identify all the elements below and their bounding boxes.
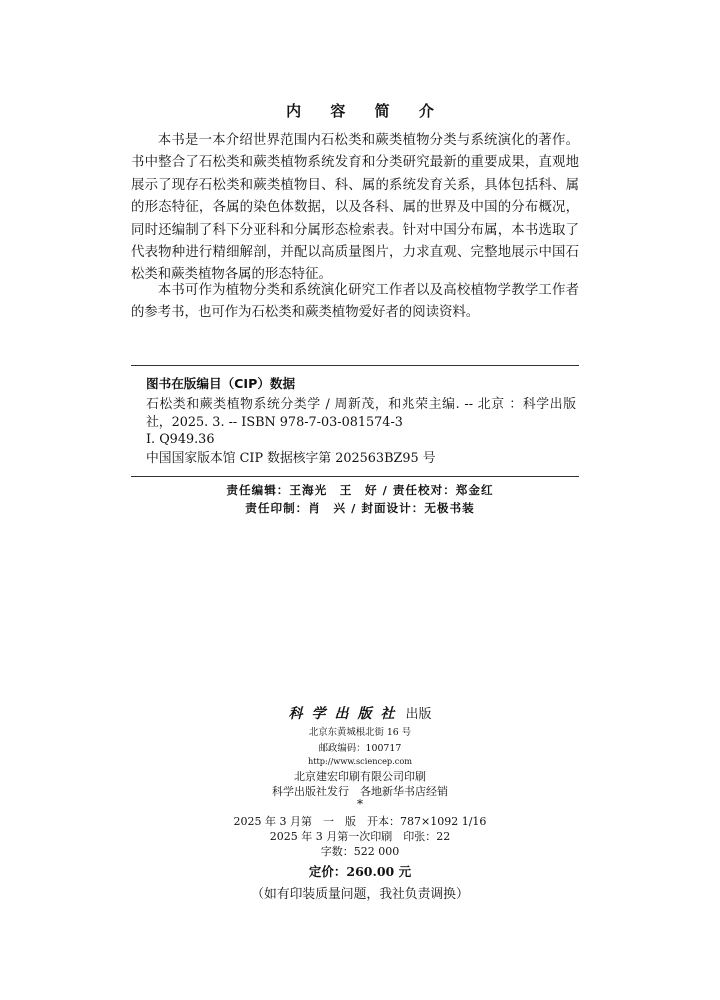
publisher-address: 北京东黄城根北街 16 号 (308, 727, 412, 738)
cip-top-rule (131, 365, 579, 366)
cip-classification: Ⅰ. Q949.36 (146, 432, 215, 447)
word-count: 字数：522 000 (320, 845, 400, 858)
editor-credits: 责任编辑：王海光 王 好 / 责任校对：郑金红 (226, 483, 494, 497)
postal-code: 邮政编码：100717 (318, 743, 402, 754)
distributor-line: 科学出版社发行 各地新华书店经销 (272, 785, 448, 798)
publisher-website: http://www.sciencep.com (307, 756, 413, 766)
cip-bottom-rule (131, 476, 579, 477)
intro-paragraph-2: 本书可作为植物分类和系统演化研究工作者以及高校植物学教学工作者的参考书，也可作为石松类和蕨类植物爱好者的阅读资料。 (131, 283, 579, 321)
quality-note: （如有印装质量问题，我社负责调换） (251, 887, 469, 902)
production-credits: 责任印制：肖 兴 / 封面设计：无极书装 (245, 501, 475, 515)
intro-title: 内 容 简 介 (286, 102, 446, 120)
cip-heading: 图书在版编目（CIP）数据 (146, 376, 296, 391)
publisher-line (0, 703, 720, 723)
cip-record: 石松类和蕨类植物系统分类学 / 周新茂，和兆荣主编. -- 北京 ：科学出版社，2025. 3. -- ISBN 978-7-03-081574-3 (146, 397, 576, 430)
publisher-suffix: 出版 (405, 707, 432, 722)
separator-star: * (357, 797, 363, 811)
printer-line: 北京建宏印刷有限公司印刷 (294, 770, 426, 783)
intro-paragraph-1: 本书是一本介绍世界范围内石松类和蕨类植物分类与系统演化的著作。书中整合了石松类和蕨类植物系统发育和分类研究最新的重要成果，直观地展示了现存石松类和蕨类植物目、科、属的系统发育关系，具体包括科、属的形态特征，各属的染色体数据，以及各科、属的世界及中国的分布概况，同时还编制了科下分亚科和分属形态检索表。针对中国分布属，本书选取了代表物种进行精细解剖，并配以高质量图片，力求直观、完整地展示中国石松类和蕨类植物各属的形态特征。 (131, 133, 579, 283)
edition-line-1: 2025 年 3 月第 一 版 开本：787×1092 1/16 (233, 815, 487, 828)
edition-line-2: 2025 年 3 月第一次印刷 印张：22 (269, 830, 451, 843)
cip-verification: 中国国家版本馆 CIP 数据核字第 202563BZ95 号 (146, 451, 436, 466)
price: 定价：260.00 元 (308, 864, 412, 879)
publisher-logo: 科学出版社 (288, 706, 404, 722)
